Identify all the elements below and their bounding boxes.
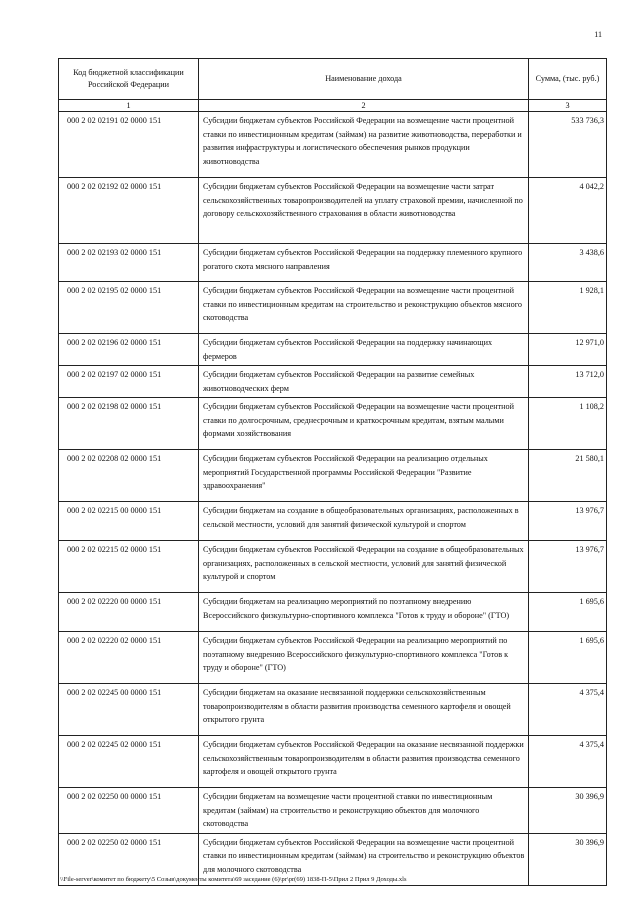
table-row <box>59 502 607 541</box>
row-name: Субсидии бюджетам на реализацию мероприятий по поэтапному внедрению Всероссийского физкультурно-спортивного комплекса "Готов к труду и обороне" (ГТО) <box>199 593 529 632</box>
row-name: Субсидии бюджетам субъектов Российской Федерации на возмещение части процентной ставки по инвестиционным кредитам (займам) на развитие животноводства, переработки и развития инфраструктуры и логистического обеспечения рынков продукции животноводства <box>199 112 529 178</box>
revenue-table <box>58 58 607 886</box>
row-amount: 4 375,4 <box>529 684 607 736</box>
row-amount: 30 396,9 <box>529 788 607 834</box>
header-row <box>59 59 607 100</box>
table-row <box>59 541 607 593</box>
row-amount: 13 976,7 <box>529 502 607 541</box>
row-code: 000 2 02 02193 02 0000 151 <box>59 244 199 282</box>
table-row <box>59 788 607 834</box>
header-name: Наименование дохода <box>199 59 529 100</box>
header-code: Код бюджетной классификации Российской Федерации <box>59 59 199 100</box>
column-number-row <box>59 100 607 112</box>
row-amount: 1 695,6 <box>529 632 607 684</box>
row-name: Субсидии бюджетам субъектов Российской Федерации на оказание несвязанной поддержки сельскохозяйственным товаропроизводителям в области развития производства семенного картофеля и овощей открытого грунта <box>199 736 529 788</box>
row-amount: 30 396,9 <box>529 833 607 885</box>
row-code: 000 2 02 02215 00 0000 151 <box>59 502 199 541</box>
row-amount: 1 928,1 <box>529 282 607 334</box>
row-name: Субсидии бюджетам субъектов Российской Федерации на реализацию мероприятий по поэтапному внедрению Всероссийского физкультурно-спортивного комплекса "Готов к труду и обороне" (ГТО) <box>199 632 529 684</box>
row-amount: 3 438,6 <box>529 244 607 282</box>
row-code: 000 2 02 02250 00 0000 151 <box>59 788 199 834</box>
column-number: 3 <box>529 100 607 112</box>
row-amount: 21 580,1 <box>529 450 607 502</box>
row-amount: 12 971,0 <box>529 334 607 366</box>
row-code: 000 2 02 02250 02 0000 151 <box>59 833 199 885</box>
row-code: 000 2 02 02208 02 0000 151 <box>59 450 199 502</box>
row-code: 000 2 02 02197 02 0000 151 <box>59 366 199 398</box>
table-row <box>59 736 607 788</box>
row-code: 000 2 02 02220 00 0000 151 <box>59 593 199 632</box>
row-name: Субсидии бюджетам субъектов Российской Федерации на возмещение части процентной ставки по инвестиционным кредитам (займам) на строительство и реконструкцию объектов для молочного скотоводства <box>199 833 529 885</box>
row-name: Субсидии бюджетам на создание в общеобразовательных организациях, расположенных в сельской местности, условий для занятий физической культурой и спортом <box>199 502 529 541</box>
row-code: 000 2 02 02198 02 0000 151 <box>59 398 199 450</box>
row-code: 000 2 02 02215 02 0000 151 <box>59 541 199 593</box>
table-row <box>59 684 607 736</box>
row-amount: 1 108,2 <box>529 398 607 450</box>
table-row <box>59 178 607 244</box>
row-name: Субсидии бюджетам субъектов Российской Федерации на создание в общеобразовательных организациях, расположенных в сельской местности, условий для занятий физической культурой и спортом <box>199 541 529 593</box>
table-row <box>59 334 607 366</box>
footer-file-path: \\File-server\комитет по бюджету\5 Созыв\документы комитета\69 заседание (6)\pr\pr(69) 1838-П-5\Прил 2 Прил 9 Доходы.xls <box>60 876 407 883</box>
row-code: 000 2 02 02195 02 0000 151 <box>59 282 199 334</box>
table-row <box>59 244 607 282</box>
row-amount: 533 736,3 <box>529 112 607 178</box>
table-row <box>59 450 607 502</box>
row-code: 000 2 02 02196 02 0000 151 <box>59 334 199 366</box>
row-name: Субсидии бюджетам субъектов Российской Федерации на возмещение части затрат сельскохозяйственных товаропроизводителей на уплату страховой премии, начисленной по договору сельскохозяйственного страхования в области животноводства <box>199 178 529 244</box>
table-row <box>59 366 607 398</box>
row-amount: 4 042,2 <box>529 178 607 244</box>
row-code: 000 2 02 02192 02 0000 151 <box>59 178 199 244</box>
row-name: Субсидии бюджетам субъектов Российской Федерации на возмещение части процентной ставки по инвестиционным кредитам на строительство и реконструкцию объектов мясного скотоводства <box>199 282 529 334</box>
row-code: 000 2 02 02191 02 0000 151 <box>59 112 199 178</box>
column-number: 2 <box>199 100 529 112</box>
row-name: Субсидии бюджетам субъектов Российской Федерации на реализацию отдельных мероприятий Государственной программы Российской Федерации "Развитие здравоохранения" <box>199 450 529 502</box>
column-number: 1 <box>59 100 199 112</box>
row-amount: 13 976,7 <box>529 541 607 593</box>
row-name: Субсидии бюджетам субъектов Российской Федерации на поддержку племенного крупного рогатого скота мясного направления <box>199 244 529 282</box>
table-row <box>59 632 607 684</box>
row-code: 000 2 02 02220 02 0000 151 <box>59 632 199 684</box>
table-row <box>59 282 607 334</box>
table-row <box>59 112 607 178</box>
row-name: Субсидии бюджетам на возмещение части процентной ставки по инвестиционным кредитам (займам) на строительство и реконструкцию объектов для молочного скотоводства <box>199 788 529 834</box>
row-code: 000 2 02 02245 00 0000 151 <box>59 684 199 736</box>
row-name: Субсидии бюджетам субъектов Российской Федерации на развитие семейных животноводческих ферм <box>199 366 529 398</box>
row-name: Субсидии бюджетам субъектов Российской Федерации на поддержку начинающих фермеров <box>199 334 529 366</box>
page-number: 11 <box>594 30 602 39</box>
table-row <box>59 398 607 450</box>
row-amount: 4 375,4 <box>529 736 607 788</box>
table-row <box>59 593 607 632</box>
header-amount: Сумма, (тыс. руб.) <box>529 59 607 100</box>
row-name: Субсидии бюджетам субъектов Российской Федерации на возмещение части процентной ставки по долгосрочным, среднесрочным и краткосрочным кредитам, взятым малыми формами хозяйствования <box>199 398 529 450</box>
row-name: Субсидии бюджетам на оказание несвязанной поддержки сельскохозяйственным товаропроизводителям в области развития производства семенного картофеля и овощей открытого грунта <box>199 684 529 736</box>
row-code: 000 2 02 02245 02 0000 151 <box>59 736 199 788</box>
row-amount: 1 695,6 <box>529 593 607 632</box>
row-amount: 13 712,0 <box>529 366 607 398</box>
